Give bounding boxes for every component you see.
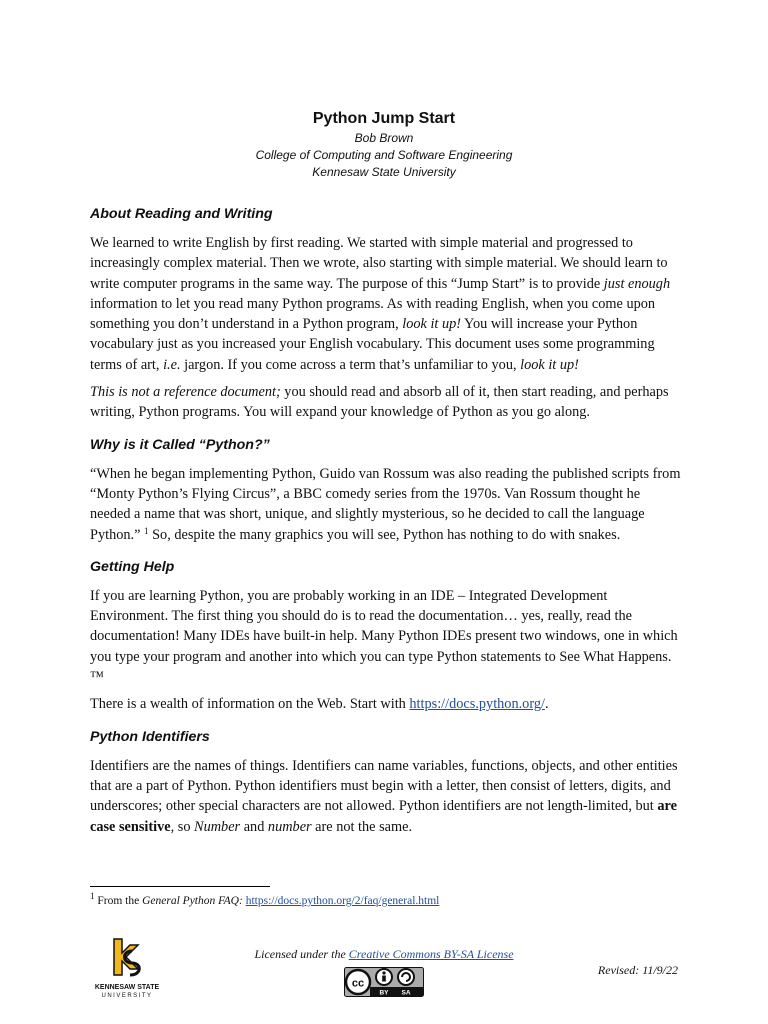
document-body — [90, 204, 682, 844]
license-link[interactable]: Creative Commons BY-SA License — [348, 947, 514, 961]
heading-identifiers: Python Identifiers — [90, 728, 210, 745]
text-run: Identifiers are the names of things. Identifiers can name variables, functions, objects, and other entities that are a part of Python. Python identifiers must begin with a letter, then consist of letters, digits, and underscores; other special characters are not allowed. Python identifiers are not length-limited, but — [90, 757, 678, 815]
document-title: Python Jump Start — [312, 110, 456, 127]
paragraph-help-1: If you are learning Python, you are probably working in an IDE – Integrated Development Environment. The first thing you should do is to read the documentation… yes, really, read the documentation! Many IDEs have built-in help. Many Python IDEs present two windows, one in which you type your program and another into which you can type Python statements to See What Happens. ™ — [90, 587, 678, 686]
logo-line-2: UNIVERSITY — [101, 993, 153, 999]
text-run: There is a wealth of information on the Web. Start with — [90, 696, 410, 713]
emphasis-text: look it up! — [402, 316, 462, 333]
emphasis-text: Number — [194, 818, 241, 835]
paragraph-reading-1 — [90, 233, 682, 375]
cc-by-label: BY — [379, 989, 389, 997]
text-run: Licensed under the — [254, 947, 349, 961]
text-run: You will increase your Python vocabulary just as you increased your English vocabulary. This document uses some programming terms of art, — [90, 316, 655, 373]
emphasis-text: i.e. — [163, 356, 181, 373]
author: Bob Brown — [354, 131, 414, 145]
text-run: “When he began implementing Python, Guido van Rossum was also reading the published scripts from “Monty Python’s Flying Circus”, a BBC comedy series from the 1970s. Van Rossum thought he needed a name that was short, unique, and slightly mysterious, so he decided to call the language Python.” — [90, 465, 681, 543]
university: Kennesaw State University — [312, 165, 456, 179]
faq-link[interactable]: https://docs.python.org/2/faq/general.html — [245, 895, 440, 907]
emphasis-text: General Python FAQ: — [142, 895, 243, 907]
department: College of Computing and Software Engineering — [255, 148, 513, 162]
emphasis-text: just enough — [603, 275, 671, 292]
revised-date: Revised: 11/9/22 — [597, 963, 678, 977]
text-run: are not the same. — [311, 818, 413, 835]
ksu-logo-icon — [92, 935, 162, 1001]
emphasis-text: This is not a reference document; — [90, 384, 281, 401]
paragraph-why-python — [90, 464, 682, 545]
cc-badge — [344, 967, 424, 1002]
license-line — [180, 946, 588, 962]
text-run: , so — [170, 818, 195, 835]
svg-text:cc: cc — [351, 977, 365, 990]
text-run: So, despite the many graphics you will see, Python has nothing to do with snakes. — [148, 526, 621, 543]
text-run: and — [240, 818, 268, 835]
paragraph-help-2 — [90, 694, 682, 714]
cc-by-sa-icon — [344, 967, 424, 997]
text-run: We learned to write English by first reading. We started with simple material and progressed to increasingly complex material. Then we wrote, also starting with simple material. We should learn to write computer programs in the same way. The purpose of this “Jump Start” is to provide — [90, 235, 668, 292]
text-run: information to let you read many Python programs. As with reading English, when you come upon something you don’t understand in a Python program, — [90, 295, 656, 333]
footnote — [90, 893, 439, 909]
text-run: . — [544, 696, 549, 713]
emphasis-text: look it up! — [520, 356, 579, 373]
python-docs-link[interactable]: https://docs.python.org/ — [409, 696, 545, 713]
text-run: jargon. If you come across a term that’s unfamiliar to you, — [180, 356, 521, 373]
heading-reading-writing: About Reading and Writing — [90, 206, 273, 222]
paragraph-reading-2 — [90, 382, 682, 423]
footnote-number: 1 — [90, 891, 95, 901]
bold-text: are case sensitive — [90, 798, 677, 835]
heading-getting-help: Getting Help — [90, 558, 175, 575]
footnote-ref[interactable]: 1 — [144, 525, 149, 536]
cc-sa-label: SA — [401, 989, 411, 997]
footnote-separator — [90, 886, 270, 887]
logo-line-1: KENNESAW STATE — [94, 984, 160, 991]
paragraph-identifiers — [90, 756, 682, 837]
ksu-logo — [92, 935, 162, 1001]
emphasis-text: number — [267, 818, 312, 835]
text-run: you should read and absorb all of it, then start reading, and perhaps writing, Python programs. You will expand your knowledge of Python as you go along. — [90, 384, 669, 421]
title-block — [90, 108, 678, 181]
text-run: From the — [94, 895, 143, 907]
heading-why-python: Why is it Called “Python?” — [90, 436, 270, 453]
